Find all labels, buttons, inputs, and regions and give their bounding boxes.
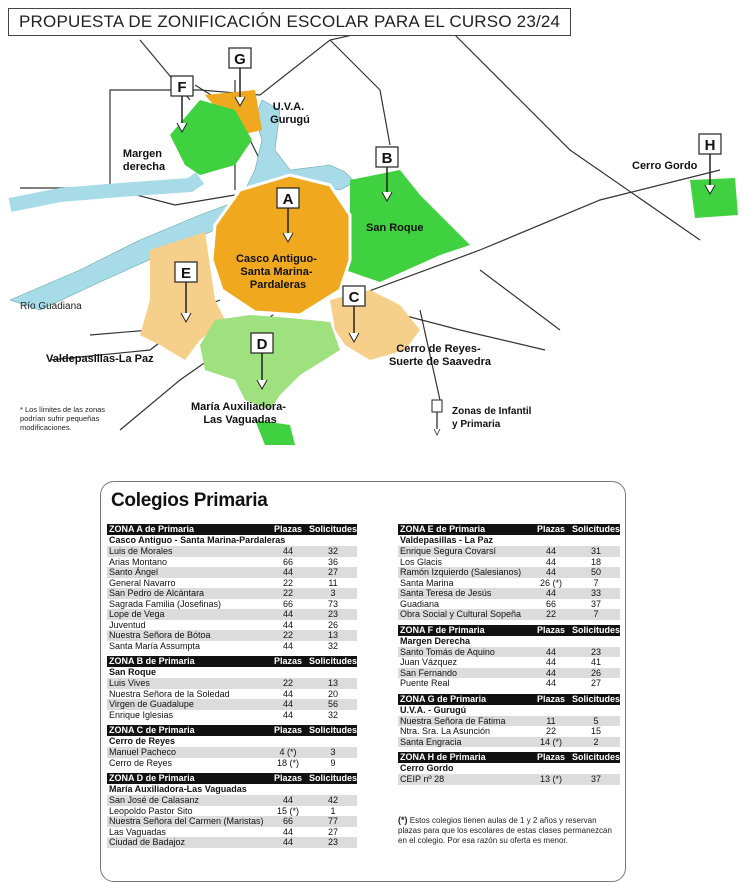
plazas-value: 44: [282, 826, 293, 837]
table-row: [398, 737, 620, 748]
plazas-value: 44: [282, 709, 293, 720]
school-name: Obra Social y Cultural Sopeña: [400, 609, 522, 619]
school-name: Cerro de Reyes: [109, 757, 173, 768]
table-row: [107, 827, 357, 838]
plazas-value: 66: [545, 598, 556, 609]
school-name: Juan Vázquez: [400, 657, 458, 667]
school-name: Juventud: [109, 619, 146, 630]
col-plazas-header: Plazas: [273, 656, 303, 666]
plazas-value: 22: [282, 678, 293, 688]
zone-letter-h: H: [704, 137, 716, 154]
school-name: San Fernando: [400, 667, 458, 678]
table-row: [107, 699, 357, 710]
solicitudes-value: 27: [327, 567, 338, 577]
plazas-value: 44: [282, 609, 293, 619]
solicitudes-value: 1: [330, 805, 336, 816]
school-name: Nuestra Señora de Bótoa: [109, 630, 211, 640]
table-row: [107, 546, 357, 557]
school-name: General Navarro: [109, 577, 176, 588]
plazas-value: 44: [282, 619, 293, 630]
table-row: [107, 599, 357, 610]
label-zone-b: San Roque: [366, 222, 424, 234]
table-row: [398, 546, 620, 557]
zone-area-name: María Auxiliadora-Las Vaguadas: [109, 784, 247, 794]
legend-pin: [432, 400, 442, 435]
plazas-value: 22: [545, 609, 556, 619]
plazas-value: 66: [282, 598, 293, 609]
zone-letter-d: D: [256, 336, 268, 353]
plazas-value: 15 (*): [276, 805, 299, 816]
school-name: Guadiana: [400, 598, 440, 609]
table-row: [398, 774, 620, 785]
zone-block: [107, 524, 357, 651]
plazas-value: 22: [545, 726, 556, 736]
table-row: [107, 609, 357, 620]
zone-block: [107, 656, 357, 720]
zone-area-name: Margen Derecha: [400, 635, 471, 646]
map-note: * Los límites de las zonas podrían sufrir pequeñas modificaciones.: [20, 405, 106, 432]
plazas-value: 44: [282, 795, 293, 805]
solicitudes-value: 73: [327, 598, 338, 609]
zone-title: ZONA E de Primaria: [400, 524, 486, 534]
table-row: [398, 578, 620, 589]
zone-d-area: [200, 315, 340, 410]
school-name: Sagrada Familia (Josefinas): [109, 598, 222, 609]
zone-area-name: U.V.A. - Gurugú: [400, 704, 467, 715]
plazas-value: 44: [282, 640, 293, 651]
legend-label: Zonas de Infantil y Primaria: [452, 406, 532, 430]
solicitudes-value: 3: [330, 588, 336, 598]
zone-letter-a: A: [282, 191, 294, 208]
school-name: Manuel Pacheco: [109, 747, 177, 757]
table-row: [107, 641, 357, 652]
solicitudes-value: 41: [590, 657, 601, 667]
table-row: [398, 647, 620, 658]
zone-area-name: Casco Antiguo - Santa Marina-Pardaleras: [109, 535, 286, 545]
table-column-right: [398, 524, 620, 790]
solicitudes-value: 37: [590, 598, 601, 609]
school-name: San José de Calasanz: [109, 795, 200, 805]
solicitudes-value: 13: [327, 678, 338, 688]
page-title: PROPUESTA DE ZONIFICACIÓN ESCOLAR PARA EL CURSO 23/24: [8, 8, 571, 36]
plazas-value: 26 (*): [539, 577, 562, 588]
table-row: [107, 630, 357, 641]
solicitudes-value: 33: [590, 588, 601, 598]
solicitudes-value: 37: [590, 774, 601, 784]
zone-block: [107, 773, 357, 848]
table-row: [107, 689, 357, 700]
zone-letter-g: G: [234, 51, 246, 68]
table-row: [398, 567, 620, 578]
zone-title: ZONA B de Primaria: [109, 656, 195, 666]
col-solicitudes-header: Solicitudes: [309, 656, 358, 666]
school-name: San Pedro de Alcántara: [109, 588, 205, 598]
col-solicitudes-header: Solicitudes: [309, 773, 358, 783]
plazas-value: 44: [282, 546, 293, 556]
school-name: Luis Vives: [109, 678, 150, 688]
plazas-value: 44: [545, 657, 556, 667]
schools-table-panel: [100, 481, 626, 882]
col-plazas-header: Plazas: [536, 693, 566, 704]
table-row: [398, 599, 620, 610]
col-plazas-header: Plazas: [536, 624, 566, 635]
plazas-value: 66: [282, 816, 293, 826]
label-river: Río Guadiana: [20, 301, 82, 312]
zone-block: [398, 694, 620, 748]
zone-area-name: Cerro Gordo: [400, 763, 454, 773]
plazas-value: 22: [282, 588, 293, 598]
zone-area-name: Cerro de Reyes: [109, 736, 176, 746]
solicitudes-value: 77: [327, 816, 338, 826]
zone-header: [398, 752, 620, 763]
table-row: [107, 588, 357, 599]
plazas-value: 44: [545, 678, 556, 688]
zone-letter-e: E: [180, 265, 192, 282]
table-row: [107, 795, 357, 806]
school-name: Luis de Morales: [109, 546, 173, 556]
plazas-value: 66: [282, 556, 293, 567]
zone-header: [107, 773, 357, 784]
zone-block: [398, 625, 620, 689]
school-name: Ciudad de Badajoz: [109, 837, 186, 847]
solicitudes-value: 2: [593, 736, 599, 747]
plazas-value: 44: [545, 646, 556, 657]
school-name: Lope de Vega: [109, 609, 165, 619]
solicitudes-value: 26: [590, 667, 601, 678]
zone-block: [107, 725, 357, 768]
school-name: Ntra. Sra. La Asunción: [400, 726, 491, 736]
table-row: [107, 806, 357, 817]
school-name: Santa Teresa de Jesús: [400, 588, 492, 598]
zone-h-area: [690, 178, 738, 218]
col-plazas-header: Plazas: [536, 524, 566, 534]
solicitudes-value: 23: [590, 646, 601, 657]
solicitudes-value: 23: [327, 609, 338, 619]
solicitudes-value: 26: [327, 619, 338, 630]
col-solicitudes-header: Solicitudes: [572, 524, 621, 534]
col-solicitudes-header: Solicitudes: [572, 693, 621, 704]
zone-area-name: Valdepasillas - La Paz: [400, 535, 494, 545]
zone-letter-c: C: [348, 289, 360, 306]
col-solicitudes-header: Solicitudes: [309, 725, 358, 735]
solicitudes-value: 13: [327, 630, 338, 640]
school-name: Enrique Iglesias: [109, 709, 174, 720]
plazas-value: 22: [282, 630, 293, 640]
col-solicitudes-header: Solicitudes: [572, 624, 621, 635]
solicitudes-value: 5: [593, 715, 599, 726]
solicitudes-value: 20: [327, 688, 338, 699]
col-plazas-header: Plazas: [536, 752, 566, 762]
table-row: [107, 678, 357, 689]
school-name: Santa Marina: [400, 577, 454, 588]
school-name: Santo Ángel: [109, 567, 159, 577]
table-column-left: [107, 524, 357, 853]
footnote-mark: (*): [398, 815, 408, 825]
plazas-value: 44: [545, 546, 556, 556]
solicitudes-value: 7: [593, 609, 599, 619]
solicitudes-value: 11: [328, 577, 338, 588]
table-title: Colegios Primaria: [111, 490, 268, 511]
col-plazas-header: Plazas: [273, 524, 303, 534]
zone-header: [107, 725, 357, 736]
school-name: Leopoldo Pastor Sito: [109, 805, 193, 816]
solicitudes-value: 7: [593, 577, 599, 588]
footnote: [398, 815, 618, 846]
solicitudes-value: 27: [590, 678, 601, 688]
solicitudes-value: 50: [590, 567, 601, 577]
zone-header: [398, 524, 620, 535]
solicitudes-value: 42: [327, 795, 338, 805]
school-name: Santa María Assumpta: [109, 640, 201, 651]
zone-header: [398, 625, 620, 636]
zone-title: ZONA A de Primaria: [109, 524, 195, 534]
table-row: [398, 588, 620, 599]
school-name: Arias Montano: [109, 556, 168, 567]
solicitudes-value: 32: [327, 546, 338, 556]
school-name: Nuestra Señora de la Soledad: [109, 688, 230, 699]
school-name: Las Vaguadas: [109, 826, 166, 837]
plazas-value: 44: [545, 667, 556, 678]
school-name: Nuestra Señora del Carmen (Maristas): [109, 816, 264, 826]
school-name: CEIP nº 28: [400, 774, 445, 784]
zone-title: ZONA H de Primaria: [400, 752, 486, 762]
solicitudes-value: 3: [330, 747, 336, 757]
plazas-value: 44: [282, 567, 293, 577]
col-solicitudes-header: Solicitudes: [572, 752, 621, 762]
solicitudes-value: 36: [327, 556, 338, 567]
zone-title: ZONA G de Primaria: [400, 693, 487, 704]
table-row: [398, 716, 620, 727]
table-row: [107, 567, 357, 578]
col-plazas-header: Plazas: [273, 725, 303, 735]
zone-block: [398, 752, 620, 785]
solicitudes-value: 27: [327, 826, 338, 837]
table-row: [398, 557, 620, 568]
school-name: Los Glacis: [400, 556, 443, 567]
zone-title: ZONA C de Primaria: [109, 725, 195, 735]
table-row: [107, 837, 357, 848]
col-plazas-header: Plazas: [273, 773, 303, 783]
plazas-value: 44: [282, 837, 293, 847]
zone-title: ZONA F de Primaria: [400, 624, 485, 635]
label-zone-h: Cerro Gordo: [632, 160, 698, 172]
table-row: [398, 678, 620, 689]
solicitudes-value: 9: [330, 757, 336, 768]
school-name: Virgen de Guadalupe: [109, 699, 194, 709]
plazas-value: 18 (*): [276, 757, 299, 768]
plazas-value: 44: [282, 688, 293, 699]
label-zone-a: Casco Antiguo- Santa Marina- Pardaleras: [236, 253, 317, 291]
table-row: [107, 758, 357, 769]
table-row: [398, 726, 620, 737]
plazas-value: 4 (*): [279, 747, 297, 757]
school-name: Santo Tomás de Aquino: [400, 646, 495, 657]
zone-letter-b: B: [381, 150, 393, 167]
table-row: [107, 620, 357, 631]
zone-title: ZONA D de Primaria: [109, 773, 195, 783]
label-zone-f: Margen derecha: [122, 148, 166, 173]
plazas-value: 44: [545, 556, 556, 567]
solicitudes-value: 15: [590, 726, 601, 736]
col-solicitudes-header: Solicitudes: [309, 524, 358, 534]
zone-block: [398, 524, 620, 620]
label-zone-d: María Auxiliadora- Las Vaguadas: [190, 401, 286, 426]
plazas-value: 11: [546, 715, 556, 726]
zone-header: [107, 524, 357, 535]
table-row: [107, 557, 357, 568]
label-zone-e: Valdepasillas-La Paz: [46, 353, 154, 365]
solicitudes-value: 23: [327, 837, 338, 847]
plazas-value: 14 (*): [539, 736, 562, 747]
solicitudes-value: 18: [590, 556, 601, 567]
plazas-value: 44: [282, 699, 293, 709]
solicitudes-value: 32: [327, 709, 338, 720]
table-row: [398, 657, 620, 668]
zone-header: [107, 656, 357, 667]
school-name: Ramón Izquierdo (Salesianos): [400, 567, 522, 577]
solicitudes-value: 56: [327, 699, 338, 709]
school-name: Puente Real: [400, 678, 450, 688]
school-name: Santa Engracia: [400, 736, 462, 747]
footnote-text: Estos colegios tienen aulas de 1 y 2 años y reservan plazas para que los escolares de estas clases permanezcan en el colegio. Por esa razón su oferta es menor.: [398, 816, 612, 845]
solicitudes-value: 31: [590, 546, 601, 556]
zone-area-name: San Roque: [109, 667, 157, 677]
table-row: [107, 578, 357, 589]
plazas-value: 13 (*): [539, 774, 562, 784]
label-zone-g: U.V.A. Gurugú: [270, 101, 310, 126]
zone-header: [398, 694, 620, 705]
table-row: [107, 747, 357, 758]
table-row: [398, 609, 620, 620]
table-row: [398, 668, 620, 679]
plazas-value: 44: [545, 567, 556, 577]
table-row: [107, 816, 357, 827]
plazas-value: 44: [545, 588, 556, 598]
label-zone-c: Cerro de Reyes- Suerte de Saavedra: [388, 343, 492, 368]
school-name: Enrique Segura Covarsí: [400, 546, 497, 556]
solicitudes-value: 32: [327, 640, 338, 651]
plazas-value: 22: [282, 577, 293, 588]
table-row: [107, 710, 357, 721]
zone-letter-f: F: [177, 79, 187, 96]
school-name: Nuestra Señora de Fátima: [400, 715, 506, 726]
